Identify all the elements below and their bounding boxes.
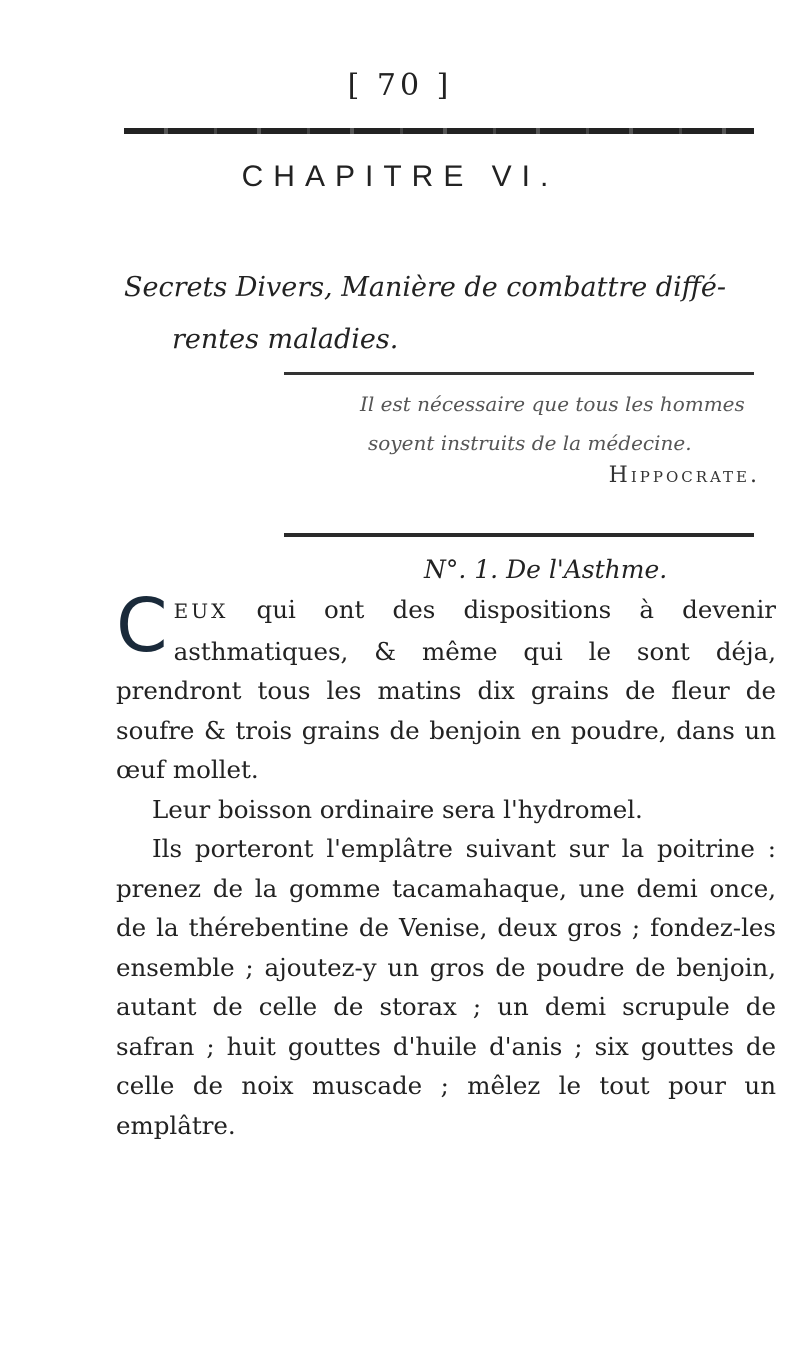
ornamental-rule-top [124, 128, 754, 134]
drop-cap: C [116, 583, 168, 669]
paragraph-2: Leur boisson ordinaire sera l'hydromel. [152, 794, 643, 824]
section-heading [424, 555, 667, 584]
section-number: N°. 1. [424, 555, 499, 584]
paragraph-3: Ils porteront l'emplâtre suivant sur la poitrine : prenez de la gomme tacamahaque, une demi once, de la thérebentine de Venise, deux gros ; fondez-les ensemble ; ajoutez-y un gros de poudre de benjoin, autant de celle de storax ; un demi scrupule de safran ; huit gouttes d'huile d'anis ; six gouttes de celle de noix muscade ; mêlez le tout pour un emplâtre. [116, 834, 776, 1140]
rule-above-epigraph [284, 372, 754, 375]
first-word: EUX [173, 599, 229, 623]
epigraph-author: Hippocrate. [608, 463, 760, 488]
epigraph [360, 385, 760, 463]
subtitle-line-1: Secrets Divers, Manière de combattre diffé- [124, 272, 726, 303]
epigraph-line-1: Il est nécessaire que tous les hommes [360, 392, 745, 416]
rule-below-epigraph [284, 533, 754, 537]
subtitle-line-2: rentes maladies. [172, 324, 399, 355]
chapter-subtitle [124, 262, 764, 366]
body-text [116, 583, 776, 1145]
paragraph-1-text: qui ont des dispositions à devenir asthmatiques, & même qui le sont déja, prendront tous les matins dix grains de fleur de soufre & trois grains de benjoin en poudre, dans un œuf mollet. [116, 595, 776, 784]
paragraph-1 [116, 583, 776, 790]
page-number: [ 70 ] [347, 68, 453, 103]
epigraph-line-2: soyent instruits de la médecine. [368, 431, 692, 455]
section-title: De l'Asthme. [506, 555, 668, 584]
chapter-title: CHAPITRE VI. [241, 160, 559, 193]
